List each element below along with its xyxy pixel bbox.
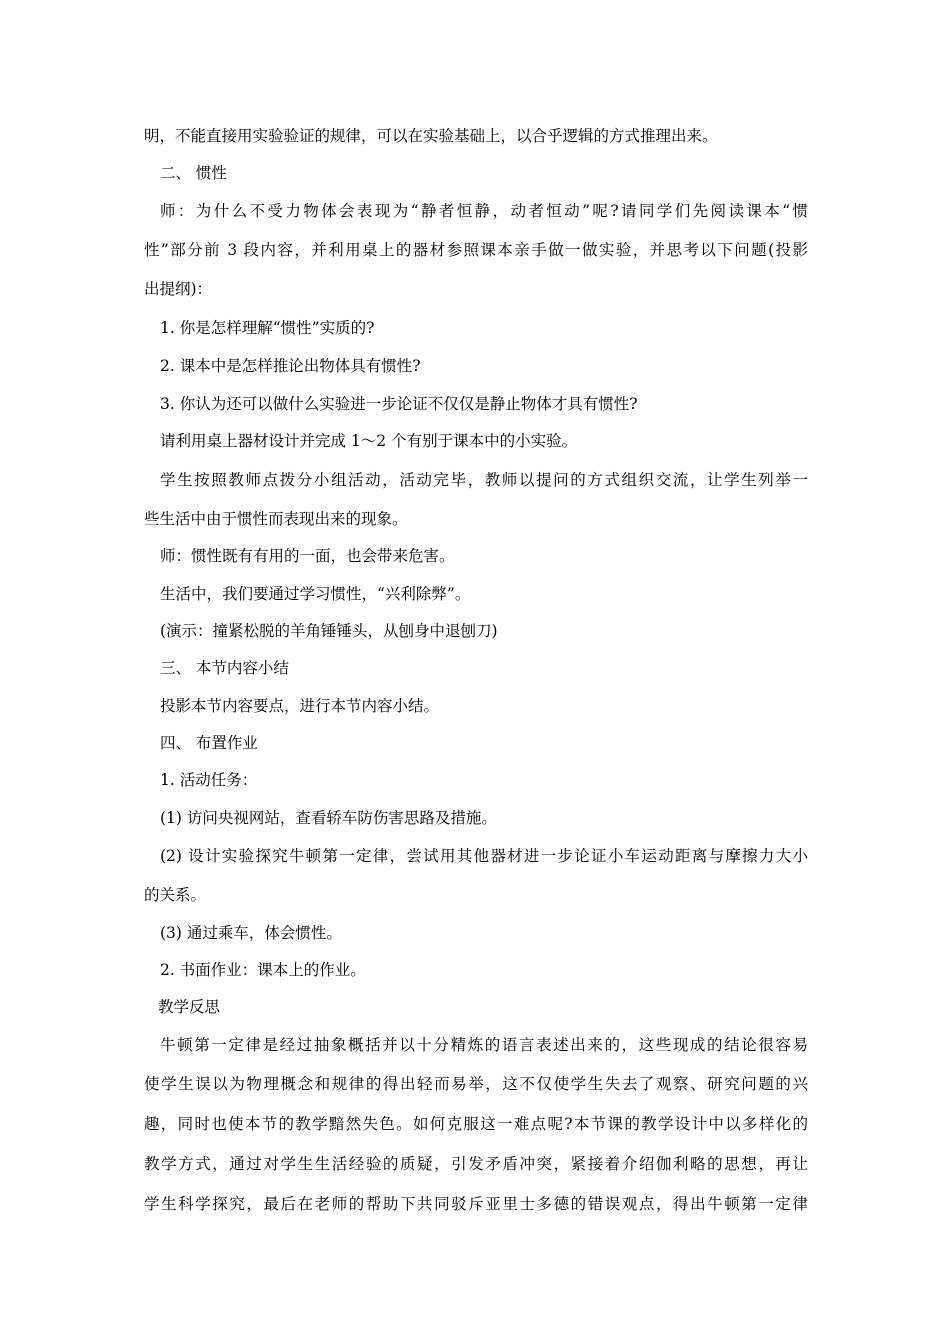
paragraph-line: 的关系。 — [144, 886, 207, 904]
paragraph-line: 性”部分前 3 段内容，并利用桌上的器材参照课本亲手做一做实验，并思考以下问题(投影 — [144, 241, 808, 259]
list-item: 2. 书面作业：课本上的作业。 — [160, 961, 366, 979]
paragraph-line: 学生按照教师点拨分小组活动，活动完毕，教师以提问的方式组织交流，让学生列举一 — [160, 471, 808, 489]
paragraph-line: 投影本节内容要点，进行本节内容小结。 — [160, 697, 440, 715]
paragraph-line: 教学方式，通过对学生生活经验的质疑，引发矛盾冲突，紧接着介绍伽利略的思想，再让 — [144, 1155, 808, 1173]
list-item: 2. 课本中是怎样推论出物体具有惯性? — [160, 357, 421, 375]
list-item: 3. 你认为还可以做什么实验进一步论证不仅仅是静止物体才具有惯性? — [160, 395, 638, 413]
paragraph-line: 些生活中由于惯性而表现出来的现象。 — [144, 510, 408, 528]
paragraph-line: (演示：撞紧松脱的羊角锤锤头，从刨身中退刨刀) — [160, 622, 498, 640]
list-item: 1. 活动任务： — [160, 771, 258, 789]
list-item: (1) 访问央视网站，查看轿车防伤害思路及措施。 — [160, 809, 497, 827]
paragraph-line: 师：惯性既有有用的一面，也会带来危害。 — [160, 547, 455, 565]
list-item: (2) 设计实验探究牛顿第一定律，尝试用其他器材进一步论证小车运动距离与摩擦力大小 — [160, 847, 808, 865]
section-heading: 四、 布置作业 — [160, 734, 258, 752]
list-item: 1. 你是怎样理解“惯性”实质的? — [160, 319, 375, 337]
paragraph-line: 趣，同时也使本节的教学黯然失色。如何克服这一难点呢?本节课的教学设计中以多样化的 — [144, 1115, 808, 1133]
section-heading: 教学反思 — [158, 998, 221, 1016]
paragraph-line: 出提纲)： — [144, 280, 213, 298]
paragraph-line: 生活中，我们要通过学习惯性，“兴利除弊”。 — [160, 585, 471, 603]
paragraph-line: 学生科学探究，最后在老师的帮助下共同驳斥亚里士多德的错误观点，得出牛顿第一定律 — [144, 1195, 808, 1213]
paragraph-line: 明，不能直接用实验验证的规律，可以在实验基础上，以合乎逻辑的方式推理出来。 — [144, 127, 718, 145]
paragraph-line: 使学生误以为物理概念和规律的得出轻而易举，这不仅使学生失去了观察、研究问题的兴 — [144, 1075, 808, 1093]
section-heading: 二、 惯性 — [160, 164, 227, 182]
list-item: (3) 通过乘车，体会惯性。 — [160, 924, 342, 942]
paragraph-line: 请利用桌上器材设计并完成 1～2 个有别于课本中的小实验。 — [160, 432, 578, 450]
section-heading: 三、 本节内容小结 — [160, 659, 289, 677]
paragraph-line: 牛顿第一定律是经过抽象概括并以十分精炼的语言表述出来的，这些现成的结论很容易 — [160, 1036, 808, 1054]
paragraph-line: 师：为什么不受力物体会表现为“静者恒静，动者恒动”呢?请同学们先阅读课本“惯 — [160, 202, 808, 220]
